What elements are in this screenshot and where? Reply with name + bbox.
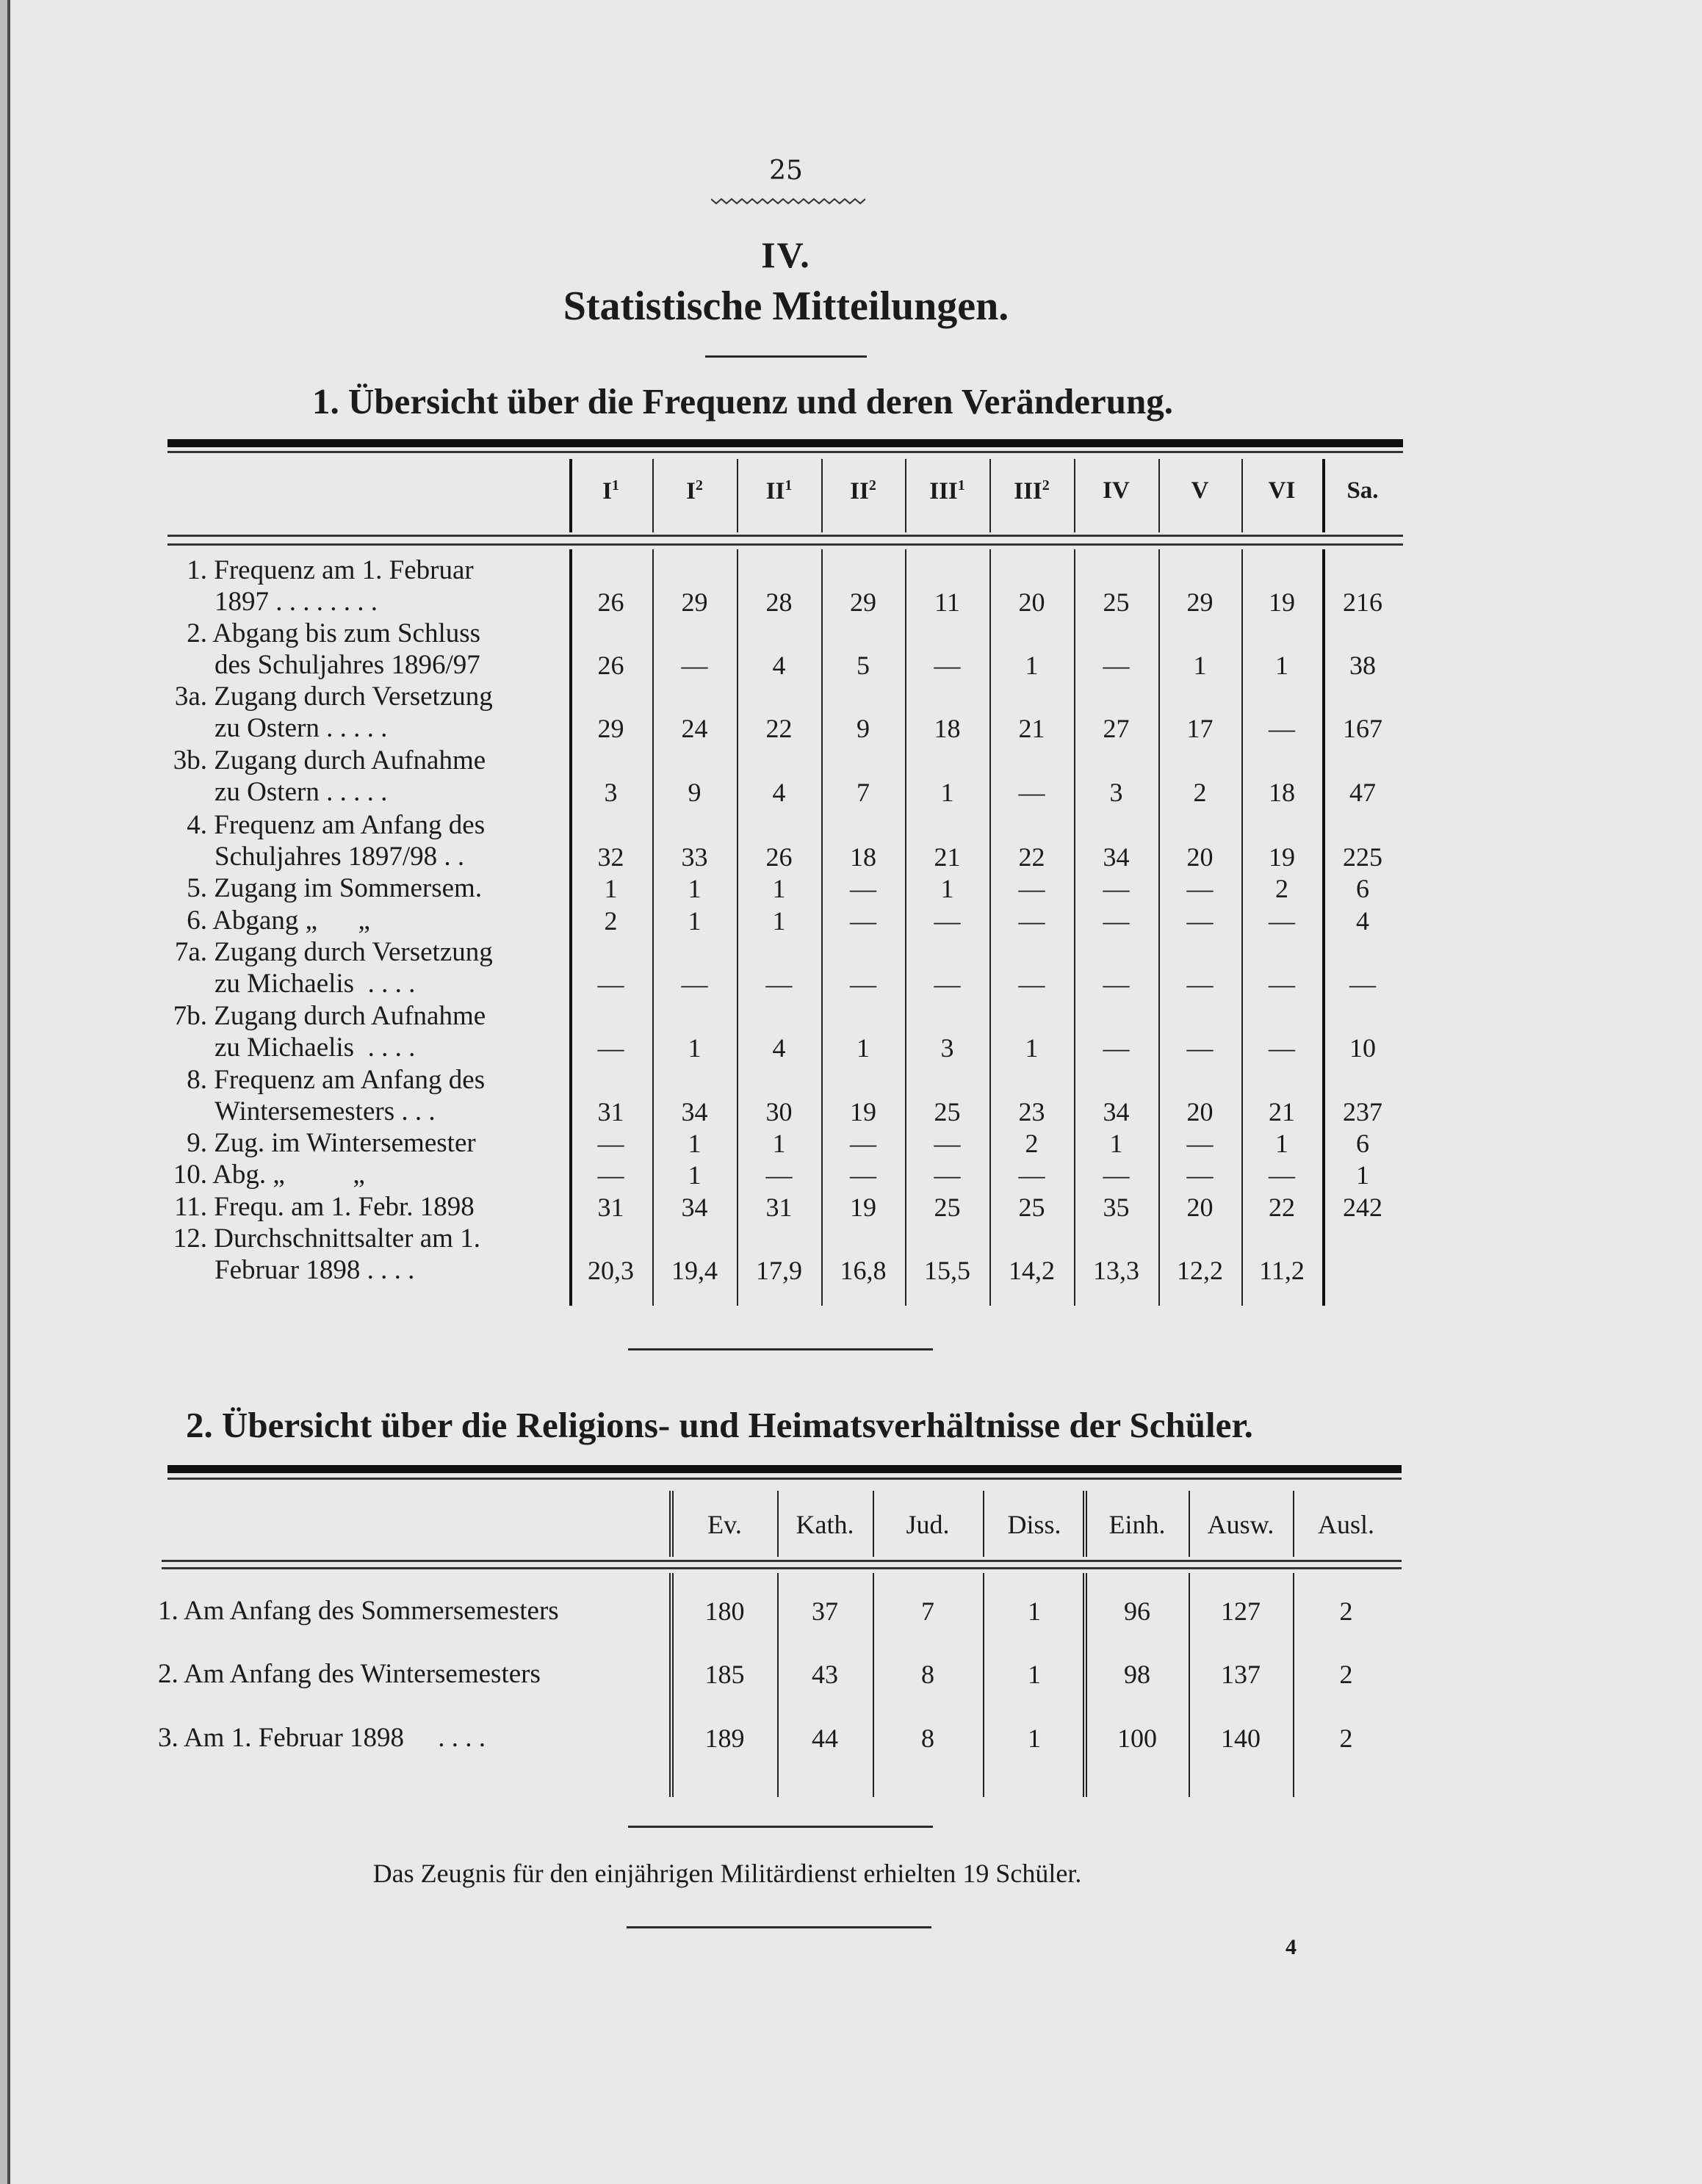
column-header-superscript: 2: [1042, 477, 1050, 493]
row-label-text: zu Michaelis . . . .: [214, 1033, 416, 1063]
table1-cell: —: [597, 969, 624, 999]
table1-cell: 29: [597, 714, 624, 743]
table1-cell: —: [1018, 874, 1045, 903]
table1-cell: —: [1186, 874, 1214, 903]
table1-column-header: [1074, 477, 1158, 505]
column-header-superscript: 1: [957, 477, 965, 493]
table1-cell: 19,4: [671, 1256, 718, 1285]
table2-cell: 7: [921, 1597, 934, 1626]
table1-cell: 1: [1025, 1033, 1039, 1063]
table1-cell: —: [1186, 906, 1214, 936]
row-label-text: Schuljahres 1897/98 . .: [214, 842, 465, 872]
table1-row-label: [162, 936, 493, 999]
table1-cell: 19: [850, 1193, 876, 1222]
table1-cell: 1: [688, 906, 702, 936]
table1-cell: 167: [1343, 714, 1382, 743]
row-number: 7a.: [174, 937, 207, 967]
table1-cell: —: [934, 651, 961, 680]
table1-cell: 1: [857, 1033, 870, 1063]
table1-cell: —: [934, 1129, 961, 1158]
row-number: 12.: [173, 1223, 207, 1254]
row-label-text: Zugang durch Versetzung: [207, 937, 493, 967]
table1-row-label: [162, 1223, 480, 1286]
table1-cell: 24: [681, 714, 708, 743]
table1-cell: 6: [1356, 874, 1369, 903]
table1-cell: 25: [934, 1193, 961, 1222]
table1-cell: 4: [772, 778, 786, 807]
table1-cell: 29: [681, 587, 708, 617]
table1-cell: 34: [1103, 842, 1130, 872]
table1-cell: 13,3: [1093, 1256, 1139, 1285]
table1-cell: 19: [850, 1097, 876, 1127]
table1-row-label: [162, 745, 486, 808]
row-label-text: Frequ. am 1. Febr. 1898: [207, 1192, 475, 1222]
table1-cell: 15,5: [924, 1256, 970, 1285]
table1-cell: 20: [1186, 842, 1214, 872]
table1-column-header: [737, 477, 821, 505]
table1-cell: 22: [1018, 842, 1045, 872]
table1-cell: 27: [1103, 714, 1130, 743]
table1-cell: —: [1269, 1033, 1295, 1063]
table2-header-rule-2: [162, 1567, 1402, 1569]
table2-title: 2. Übersicht über die Religions- und Heimatsverhältnisse der Schüler.: [186, 1405, 1253, 1445]
table1-cell: 1: [940, 778, 954, 807]
table1-cell: —: [1349, 969, 1376, 999]
table1-cell: —: [850, 1129, 876, 1158]
table1-column-header: [1241, 477, 1322, 505]
table1-cell: 21: [934, 842, 961, 872]
table2-row-label: 1. Am Anfang des Sommersemesters: [158, 1596, 559, 1626]
table1-cell: 47: [1349, 778, 1376, 807]
table2-cell: 2: [1339, 1724, 1353, 1753]
table1-cell: 1: [688, 874, 702, 903]
table1-cell: 237: [1343, 1097, 1382, 1127]
page-number: 25: [769, 156, 803, 186]
column-header-superscript: 2: [868, 477, 876, 493]
row-label-text: Frequenz am Anfang des: [207, 1065, 486, 1095]
table1-cell: —: [850, 874, 876, 903]
table1-cell: 225: [1343, 842, 1382, 872]
sheet-signature: 4: [1285, 1935, 1297, 1959]
table1-row-label: [162, 1159, 365, 1190]
row-label-text: Februar 1898 . . . .: [214, 1255, 415, 1285]
table1-cell: —: [1103, 969, 1130, 999]
table1-cell: 32: [597, 842, 624, 872]
table1-cell: 216: [1343, 587, 1382, 617]
table1-cell: 18: [1269, 778, 1295, 807]
table1-row-label: [162, 809, 485, 872]
table1-row-label: [162, 1000, 486, 1063]
table2-column-header: Diss.: [1007, 1510, 1061, 1539]
row-label-text: zu Ostern . . . . .: [214, 713, 388, 743]
table1-cell: 25: [1103, 587, 1130, 617]
table1-cell: 19: [1269, 842, 1295, 872]
column-header-base: III: [929, 478, 958, 505]
table1-row-label: [162, 618, 480, 681]
table1-row-label: [162, 872, 482, 904]
table1-row-label: [162, 1127, 476, 1159]
table1-cell: 12,2: [1177, 1256, 1223, 1285]
table1-cell: 14,2: [1009, 1256, 1055, 1285]
table1-cell: —: [1186, 1160, 1214, 1190]
row-number: 6.: [187, 905, 207, 936]
table2-column-header: Jud.: [906, 1510, 950, 1539]
table1-column-header: [1322, 477, 1403, 505]
table1-cell: 1: [1193, 651, 1207, 680]
table1-cell: 29: [850, 587, 876, 617]
table1-cell: 9: [857, 714, 870, 743]
table1-cell: 22: [765, 714, 793, 743]
table1-cell: —: [597, 1129, 624, 1158]
table1-cell: —: [1018, 969, 1045, 999]
table1-header-rule-2: [167, 543, 1403, 546]
table1-column-header: [569, 477, 652, 505]
row-number: 7b.: [173, 1001, 207, 1031]
column-header-superscript: 2: [695, 477, 703, 493]
table2-row-label: 3. Am 1. Februar 1898 . . . .: [158, 1723, 486, 1753]
table1-column-header: [821, 477, 905, 505]
table1-cell: 7: [857, 778, 870, 807]
table1-cell: 20: [1018, 587, 1045, 617]
table2-cell: 185: [704, 1660, 745, 1689]
row-label-text: Frequenz am Anfang des: [207, 810, 486, 840]
table2-cell: 37: [812, 1597, 838, 1626]
table1-cell: 38: [1349, 651, 1376, 680]
table1-cell: 23: [1018, 1097, 1045, 1127]
table1-cell: —: [1018, 778, 1045, 807]
row-label-text: Frequenz am 1. Februar: [207, 555, 474, 585]
table1-cell: 3: [604, 778, 618, 807]
table1-column-header: [652, 477, 737, 505]
table2-top-rule-thin: [167, 1478, 1402, 1480]
table1-cell: 31: [597, 1193, 624, 1222]
table1-cell: 33: [681, 842, 708, 872]
chapter-number: IV.: [761, 234, 811, 275]
table1-row-label: [162, 681, 493, 744]
table1-cell: 3: [1109, 778, 1123, 807]
table1-cell: 25: [1018, 1193, 1045, 1222]
table1-cell: 21: [1018, 714, 1045, 743]
table1-cell: —: [765, 969, 793, 999]
row-number: 8.: [187, 1065, 207, 1095]
table1-cell: 28: [765, 587, 793, 617]
table1-cell: 1: [1356, 1160, 1369, 1190]
table1-cell: —: [934, 1160, 961, 1190]
column-header-base: IV: [1103, 477, 1130, 504]
table2-cell: 180: [704, 1597, 745, 1626]
table2-column-header: Einh.: [1108, 1510, 1166, 1539]
divider-rule: [628, 1348, 933, 1350]
table1-cell: 1: [772, 906, 786, 936]
row-label-text: 1897 . . . . . . . .: [214, 587, 378, 617]
table1-cell: 34: [681, 1193, 708, 1222]
table1-cell: 4: [772, 651, 786, 680]
table1-cell: 4: [772, 1033, 786, 1063]
table1-cell: —: [597, 1160, 624, 1190]
table2-cell: 1: [1028, 1597, 1041, 1626]
table1-cell: 26: [597, 651, 624, 680]
table1-top-rule-thin: [167, 451, 1403, 453]
row-number: 2.: [187, 618, 207, 648]
row-label-text: Wintersemesters . . .: [214, 1096, 436, 1127]
table1-cell: 1: [688, 1129, 702, 1158]
row-label-text: Abg. „ „: [207, 1160, 365, 1190]
table1-cell: —: [850, 969, 876, 999]
table1-cell: 17,9: [756, 1256, 802, 1285]
table1-cell: 1: [940, 874, 954, 903]
table1-cell: 1: [772, 1129, 786, 1158]
divider-rule: [705, 355, 867, 358]
page-gutter-line: [7, 0, 10, 2184]
row-label-text: zu Ostern . . . . .: [214, 777, 388, 807]
column-header-base: I: [686, 478, 696, 505]
table1-cell: —: [1018, 1160, 1045, 1190]
table1-cell: 16,8: [840, 1256, 887, 1285]
table1-cell: 18: [850, 842, 876, 872]
table2-cell: 140: [1221, 1724, 1261, 1753]
table2-cell: 8: [921, 1724, 934, 1753]
table2-cell: 2: [1339, 1597, 1353, 1626]
table1-cell: —: [1018, 906, 1045, 936]
footnote: Das Zeugnis für den einjährigen Militärdienst erhielten 19 Schüler.: [372, 1859, 1082, 1888]
table1-cell: 2: [1025, 1129, 1039, 1158]
table1-cell: 17: [1186, 714, 1214, 743]
table1-cell: 1: [1109, 1129, 1123, 1158]
column-header-base: I: [602, 478, 612, 505]
table2-cell: 8: [921, 1660, 934, 1689]
table1-cell: 10: [1349, 1033, 1376, 1063]
table1-column-header: [989, 477, 1074, 505]
table1-cell: —: [850, 1160, 876, 1190]
divider-rule: [628, 1826, 933, 1828]
table1-cell: 9: [688, 778, 702, 807]
table1-title: 1. Übersicht über die Frequenz und deren Veränderung.: [312, 381, 1174, 422]
table1-cell: 25: [934, 1097, 961, 1127]
row-number: 10.: [173, 1160, 207, 1190]
row-label-text: Zugang im Sommersem.: [207, 873, 483, 903]
table1-cell: 31: [765, 1193, 793, 1222]
column-header-base: II: [765, 478, 785, 505]
table1-cell: 1: [1025, 651, 1039, 680]
table2-cell: 98: [1124, 1660, 1150, 1689]
row-label-text: Durchschnittsalter am 1.: [207, 1223, 480, 1254]
table1-cell: 11,2: [1259, 1256, 1305, 1285]
table2-cell: 100: [1117, 1724, 1157, 1753]
table1-cell: 11: [934, 587, 960, 617]
table1-cell: 1: [1275, 1129, 1288, 1158]
column-header-base: III: [1014, 478, 1042, 505]
table1-column-header: [905, 477, 989, 505]
row-number: 3b.: [173, 745, 207, 775]
table1-cell: —: [765, 1160, 793, 1190]
table1-cell: 1: [772, 874, 786, 903]
table1-cell: —: [681, 969, 708, 999]
row-label-text: Abgang „ „: [207, 905, 370, 936]
table1-cell: —: [1269, 969, 1295, 999]
table1-cell: —: [1186, 1033, 1214, 1063]
table1-cell: 2: [604, 906, 618, 936]
table1-cell: —: [934, 906, 961, 936]
row-number: 3a.: [174, 681, 207, 712]
table1-cell: —: [1103, 651, 1130, 680]
table1-cell: —: [1186, 969, 1214, 999]
table1-cell: 21: [1269, 1097, 1295, 1127]
table1-cell: —: [1269, 906, 1295, 936]
row-number: 1.: [187, 555, 207, 585]
table1-cell: 19: [1269, 587, 1295, 617]
table1-cell: 2: [1193, 778, 1207, 807]
row-label-text: Abgang bis zum Schluss: [207, 618, 481, 648]
row-label-text: Zugang durch Aufnahme: [207, 1001, 486, 1031]
row-label-text: des Schuljahres 1896/97: [214, 650, 480, 680]
row-label-text: zu Michaelis . . . .: [214, 969, 416, 999]
table2-cell: 1: [1028, 1660, 1041, 1689]
table1-cell: 26: [765, 842, 793, 872]
table1-cell: 34: [1103, 1097, 1130, 1127]
wavy-underline-ornament: [711, 197, 865, 206]
table2-column-header: Ev.: [707, 1510, 742, 1539]
table1-top-rule: [167, 439, 1403, 447]
table1-cell: 1: [688, 1033, 702, 1063]
table1-cell: —: [1186, 1129, 1214, 1158]
table1-cell: —: [934, 969, 961, 999]
table1-cell: —: [1269, 1160, 1295, 1190]
table1-cell: 26: [597, 587, 624, 617]
table2-cell: 1: [1028, 1724, 1041, 1753]
table1-cell: —: [850, 906, 876, 936]
column-header-base: II: [850, 478, 869, 505]
row-number: 9.: [187, 1128, 207, 1158]
table1-cell: —: [1103, 874, 1130, 903]
table1-row-label: [162, 1191, 475, 1223]
row-number: 5.: [187, 873, 207, 903]
row-label-text: Zugang durch Versetzung: [207, 681, 493, 712]
table1-cell: 1: [688, 1160, 702, 1190]
table1-cell: 20: [1186, 1097, 1214, 1127]
table2-column-header: Kath.: [796, 1510, 854, 1539]
table2-column-header: Ausw.: [1207, 1510, 1274, 1539]
table1-header-rule: [167, 535, 1403, 537]
divider-rule: [627, 1926, 931, 1928]
table1-cell: 1: [1275, 651, 1288, 680]
table1-row-label: [162, 554, 474, 618]
table2-column-header: Ausl.: [1317, 1510, 1374, 1539]
table2-cell: 189: [704, 1724, 745, 1753]
column-header-superscript: 1: [785, 477, 793, 493]
table1-cell: 4: [1356, 906, 1369, 936]
table1-cell: 5: [857, 651, 870, 680]
column-header-base: VI: [1268, 477, 1296, 504]
column-header-base: V: [1191, 477, 1209, 504]
table1-cell: 34: [681, 1097, 708, 1127]
table1-cell: 6: [1356, 1129, 1369, 1158]
table1-cell: 31: [597, 1097, 624, 1127]
table2-cell: 137: [1221, 1660, 1261, 1689]
table2-cell: 96: [1124, 1597, 1150, 1626]
table1-cell: 20,3: [588, 1256, 634, 1285]
table1-cell: 29: [1186, 587, 1214, 617]
table1-cell: —: [597, 1033, 624, 1063]
column-header-base: Sa.: [1346, 477, 1379, 504]
table2-cell: 2: [1339, 1660, 1353, 1689]
table1-cell: —: [1103, 1033, 1130, 1063]
table2-cell: 43: [812, 1660, 838, 1689]
table2-cell: 127: [1221, 1597, 1261, 1626]
table1-cell: 2: [1275, 874, 1288, 903]
row-number: 4.: [187, 810, 207, 840]
table1-row-label: [162, 1064, 485, 1127]
table1-cell: —: [1269, 714, 1295, 743]
table1-cell: 30: [765, 1097, 793, 1127]
table2-top-rule: [167, 1465, 1402, 1473]
table1-cell: 20: [1186, 1193, 1214, 1222]
table1-cell: —: [1103, 1160, 1130, 1190]
table1-cell: 22: [1269, 1193, 1295, 1222]
table1-cell: —: [1103, 906, 1130, 936]
table1-cell: 242: [1343, 1193, 1382, 1222]
table2-row-label: 2. Am Anfang des Wintersemesters: [158, 1659, 541, 1689]
table1-cell: —: [681, 651, 708, 680]
table2-header-rule: [162, 1560, 1402, 1562]
row-number: 11.: [174, 1192, 207, 1222]
table1-column-header: [1158, 477, 1241, 505]
table1-cell: 3: [940, 1033, 954, 1063]
table1-row-label: [162, 905, 370, 936]
row-label-text: Zugang durch Aufnahme: [207, 745, 486, 775]
row-label-text: Zug. im Wintersemester: [207, 1128, 476, 1158]
column-header-superscript: 1: [611, 477, 619, 493]
table1-cell: 35: [1103, 1193, 1130, 1222]
table1-cell: 18: [934, 714, 961, 743]
page-title: Statistische Mitteilungen.: [563, 283, 1009, 329]
table2-cell: 44: [812, 1724, 838, 1753]
table1-cell: 1: [604, 874, 618, 903]
